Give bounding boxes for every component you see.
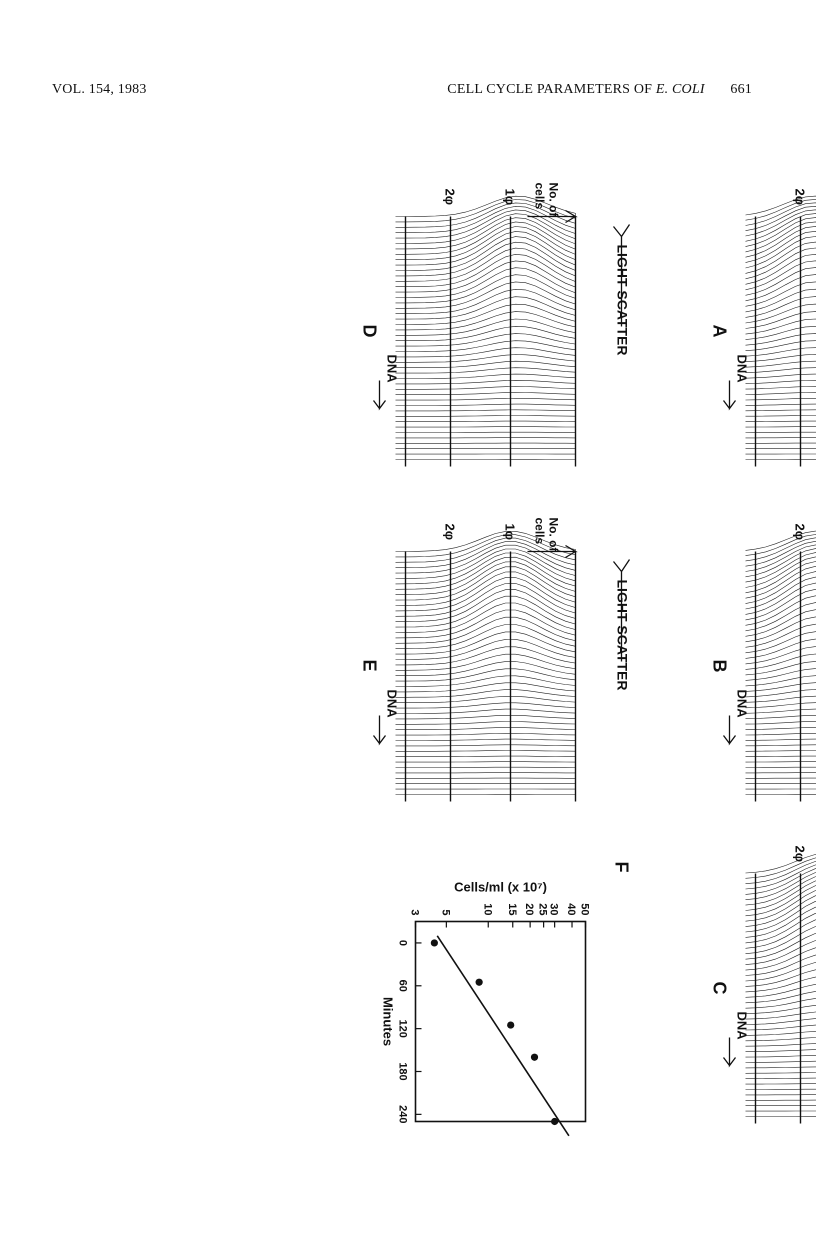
volume-label: VOL. 154, 1983 [52, 82, 147, 97]
dna-arrow [374, 716, 386, 744]
scatter-slice [396, 237, 576, 271]
tick-1c-label: 1φ [502, 523, 518, 541]
y-tick-label: 5 [439, 909, 452, 916]
scatter-slice [396, 683, 576, 692]
histogram-panels [360, 183, 816, 1124]
panel-letter-f: F [611, 861, 632, 873]
scatter-slice [396, 733, 576, 735]
scatter-slice [396, 421, 576, 422]
scatter-slice [396, 374, 576, 378]
panel-letter: E [359, 659, 380, 672]
dna-arrow [724, 1038, 736, 1066]
tick-2c-label: 2φ [792, 188, 808, 206]
running-title-italic: E. COLI [655, 82, 705, 97]
tick-2c-label: 2φ [792, 523, 808, 541]
axes [406, 552, 576, 802]
scatter-slice [396, 715, 576, 719]
scatter-slice [396, 690, 576, 698]
tick-1c-label: 1φ [502, 188, 518, 206]
scatter-slice [396, 404, 576, 405]
panel-letter: A [709, 324, 730, 338]
scatter-slice [396, 289, 576, 313]
scatter-slice [396, 380, 576, 384]
scatter-slice [396, 762, 576, 763]
y-tick-label: 40 [565, 903, 578, 916]
no-of-cells-label: No. of [546, 182, 561, 217]
light-scatter-slices [396, 196, 576, 459]
y-tick-label: 25 [536, 903, 549, 916]
fit-line [437, 936, 569, 1136]
data-point [531, 1054, 538, 1061]
light-scatter-label: LIGHT SCATTER [614, 244, 631, 356]
histogram-panel-c [710, 840, 816, 1124]
histogram-panel-b [710, 518, 816, 802]
cells-label: cells [532, 182, 547, 210]
scatter-slice [396, 304, 576, 324]
axes [756, 874, 816, 1124]
scatter-slice [396, 745, 576, 746]
x-axis-label: Minutes [380, 996, 396, 1047]
scatter-slice [396, 275, 576, 303]
scatter-slice [396, 368, 576, 373]
panel-letter: D [359, 324, 380, 338]
scatter-slice [396, 727, 576, 729]
histogram-panel-d [360, 183, 631, 467]
dna-arrow [724, 716, 736, 744]
scatter-slice [396, 355, 576, 363]
x-tick-label: 60 [396, 979, 409, 992]
x-tick-label: 120 [396, 1019, 409, 1038]
plot-frame [416, 922, 586, 1122]
data-point [507, 1021, 514, 1028]
scatter-slice [396, 410, 576, 411]
dna-arrow [724, 381, 736, 409]
scatter-slice [396, 739, 576, 740]
scatter-slice [396, 398, 576, 400]
y-tick-label: 10 [481, 903, 494, 916]
data-point [431, 939, 438, 946]
rotated-figure-group [0, 183, 816, 1136]
y-tick-label: 15 [505, 903, 518, 916]
scatter-slice [396, 703, 576, 708]
y-axis-label: Cells/ml (x 10⁷) [454, 879, 547, 895]
dna-label: DNA [384, 689, 400, 718]
data-point [476, 979, 483, 986]
dna-label: DNA [734, 354, 750, 383]
histogram-panel-e [360, 518, 631, 802]
y-tick-label: 3 [408, 909, 421, 916]
scatter-slice [396, 647, 576, 665]
light-scatter-slices [396, 531, 576, 794]
cells-label: cells [532, 517, 547, 545]
scatter-slice [396, 268, 576, 298]
dna-arrow [374, 381, 386, 409]
y-tick-label: 50 [578, 903, 591, 916]
scatter-slice [396, 312, 576, 330]
scatter-slice [396, 610, 576, 638]
scatter-slice [396, 662, 576, 676]
data-point [551, 1118, 558, 1125]
growth-curve-panel [381, 862, 632, 1136]
scatter-slice [396, 392, 576, 394]
tick-2c-label: 2φ [442, 523, 458, 541]
page-number: 661 [730, 82, 752, 97]
scatter-slice [396, 416, 576, 417]
running-title-text: CELL CYCLE PARAMETERS OF [447, 82, 656, 97]
histogram-panel-a [710, 183, 816, 467]
dna-label: DNA [734, 1011, 750, 1040]
light-scatter-label: LIGHT SCATTER [614, 579, 631, 691]
x-tick-label: 240 [396, 1105, 409, 1124]
x-tick-label: 0 [396, 939, 409, 946]
scatter-slice [396, 722, 576, 725]
scatter-slice [396, 242, 576, 276]
dna-label: DNA [734, 689, 750, 718]
y-tick-label: 20 [523, 903, 536, 916]
x-tick-label: 180 [396, 1062, 409, 1081]
y-tick-label: 30 [547, 903, 560, 916]
tick-2c-label: 2φ [792, 845, 808, 863]
scatter-slice [396, 669, 576, 681]
scatter-slice [396, 386, 576, 389]
scatter-slice [396, 348, 576, 357]
scatter-slice [396, 751, 576, 752]
no-of-cells-label: No. of [546, 517, 561, 552]
scatter-slice [396, 756, 576, 757]
panel-letter: B [709, 659, 730, 673]
tick-2c-label: 2φ [442, 188, 458, 206]
scatter-slice [396, 709, 576, 713]
panel-letter: C [709, 981, 730, 995]
dna-label: DNA [384, 354, 400, 383]
scatter-slice [396, 427, 576, 428]
